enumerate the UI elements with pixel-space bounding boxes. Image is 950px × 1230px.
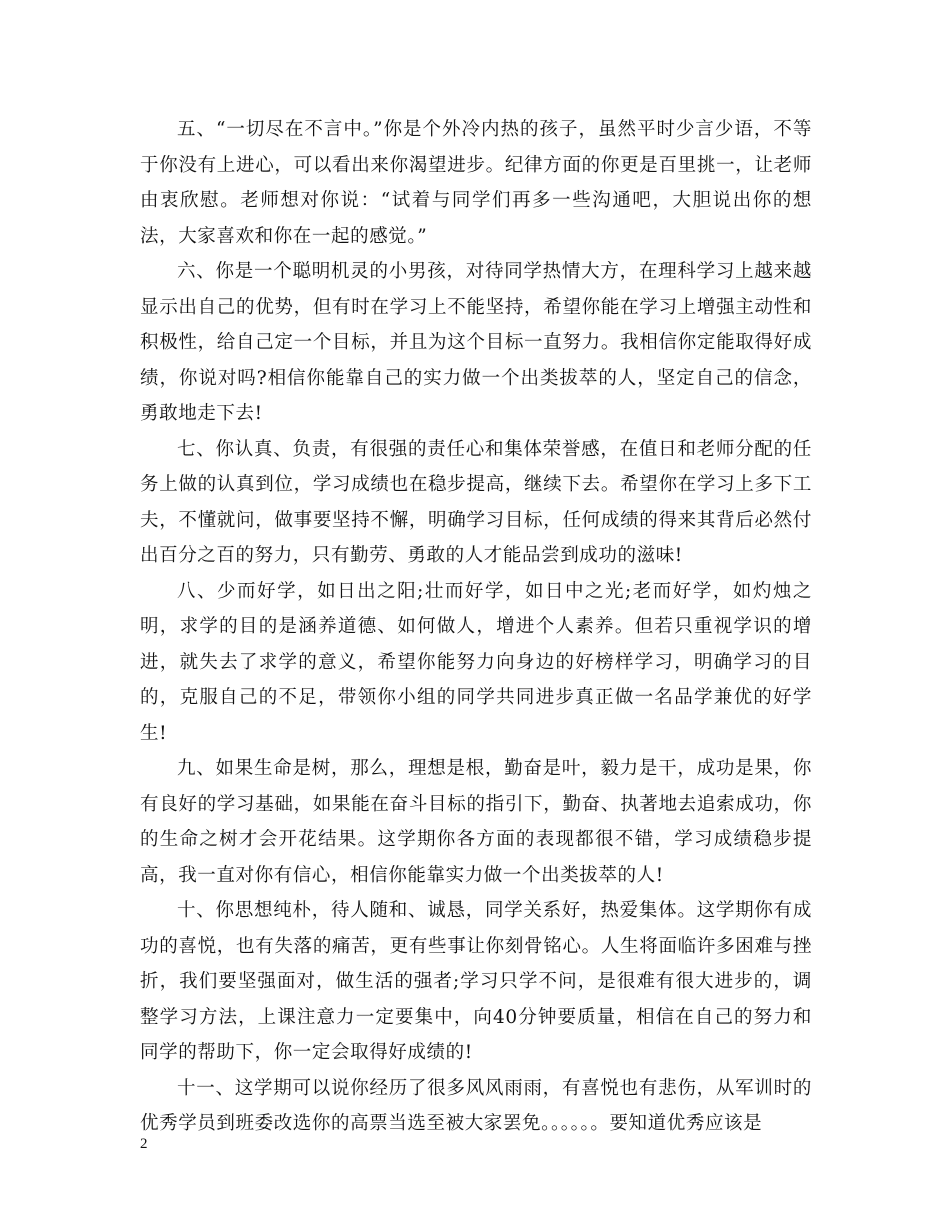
body-text [140, 112, 812, 1142]
paragraph-6: 六、你是一个聪明机灵的小男孩，对待同学热情大方，在理科学习上越来越显示出自己的优势，但有时在学习上不能坚持，希望你能在学习上增强主动性和积极性，给自己定一个目标，并且为这个目标一直努力。我相信你定能取得好成绩，你说对吗?相信你能靠自己的实力做一个出类拔萃的人，坚定自己的信念，勇敢地走下去! [140, 261, 812, 424]
paragraph-7: 七、你认真、负责，有很强的责任心和集体荣誉感，在值日和老师分配的任务上做的认真到位，学习成绩也在稳步提高，继续下去。希望你在学习上多下工夫，不懂就问，做事要坚持不懈，明确学习目标，任何成绩的得来其背后必然付出百分之百的努力，只有勤劳、勇敢的人才能品尝到成功的滋味! [140, 438, 812, 566]
paragraph-11: 十一、这学期可以说你经历了很多风风雨雨，有喜悦也有悲伤，从军训时的优秀学员到班委改选你的高票当选至被大家罢免。。。。。。要知道优秀应该是 [140, 1077, 812, 1134]
paragraph-10: 十、你思想纯朴，待人随和、诚恳，同学关系好，热爱集体。这学期你有成功的喜悦，也有失落的痛苦，更有些事让你刻骨铭心。人生将面临许多困难与挫折，我们要坚强面对，做生活的强者;学习只学不问，是很难有很大进步的，调整学习方法，上课注意力一定要集中，向40分钟要质量，相信在自己的努力和同学的帮助下，你一定会取得好成绩的! [140, 900, 812, 1063]
page-number: 2 [140, 1136, 148, 1152]
paragraph-5: 五、“一切尽在不言中。”你是个外冷内热的孩子，虽然平时少言少语，不等于你没有上进心，可以看出来你渴望进步。纪律方面的你更是百里挑一，让老师由衷欣慰。老师想对你说：“试着与同学们再多一些沟通吧，大胆说出你的想法，大家喜欢和你在一起的感觉。” [140, 119, 812, 247]
paragraph-8: 八、少而好学，如日出之阳;壮而好学，如日中之光;老而好学，如灼烛之明，求学的目的是涵养道德、如何做人，增进个人素养。但若只重视学识的增进，就失去了求学的意义，希望你能努力向身边的好榜样学习，明确学习的目的，克服自己的不足，带领你小组的同学共同进步真正做一名品学兼优的好学生! [140, 580, 812, 744]
paragraph-9: 九、如果生命是树，那么，理想是根，勤奋是叶，毅力是干，成功是果，你有良好的学习基础，如果能在奋斗目标的指引下，勤奋、执著地去追索成功，你的生命之树才会开花结果。这学期你各方面的表现都很不错，学习成绩稳步提高，我一直对你有信心，相信你能靠实力做一个出类拔萃的人! [140, 758, 812, 886]
